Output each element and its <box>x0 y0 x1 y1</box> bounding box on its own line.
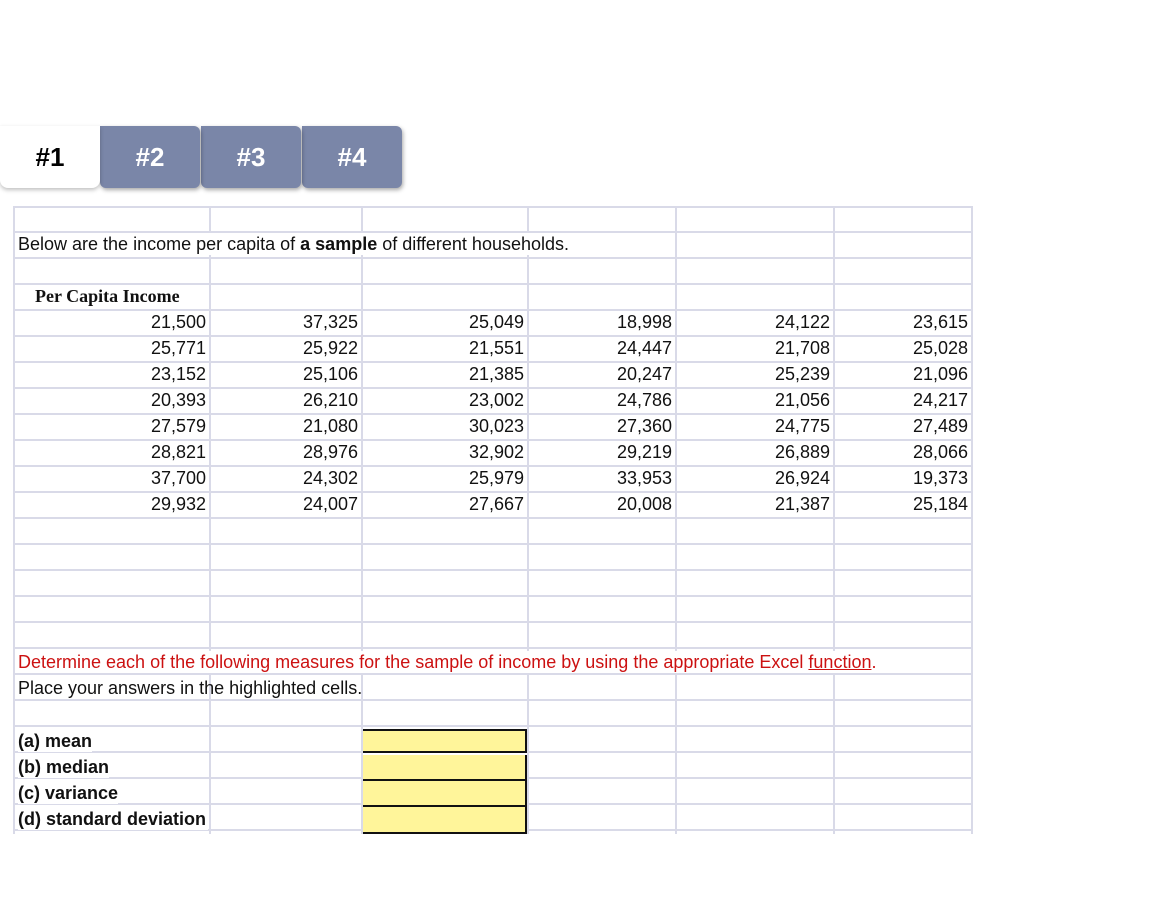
data-cell[interactable]: 37,325 <box>302 312 358 332</box>
data-cell[interactable]: 25,184 <box>912 494 968 514</box>
data-cell[interactable]: 24,302 <box>302 468 358 488</box>
data-cell[interactable]: 26,210 <box>302 390 358 410</box>
gridline <box>675 206 677 834</box>
data-cell[interactable]: 37,700 <box>150 468 206 488</box>
gridline <box>13 621 973 623</box>
data-cell[interactable]: 25,106 <box>302 364 358 384</box>
data-cell[interactable]: 21,385 <box>468 364 524 384</box>
data-cell[interactable]: 21,387 <box>774 494 830 514</box>
data-cell[interactable]: 27,667 <box>468 494 524 514</box>
data-cell[interactable]: 23,615 <box>912 312 968 332</box>
answer-cell-variance[interactable] <box>363 781 527 807</box>
intro-text-part: Below are the income per capita of <box>18 234 301 254</box>
data-cell[interactable]: 24,786 <box>616 390 672 410</box>
data-cell[interactable]: 21,080 <box>302 416 358 436</box>
gridline <box>13 257 973 259</box>
gridline <box>13 569 973 571</box>
tab-2[interactable]: #2 <box>100 126 200 188</box>
instruction-line-2: Place your answers in the highlighted cells. <box>18 678 363 698</box>
data-cell[interactable]: 26,924 <box>774 468 830 488</box>
data-cell[interactable]: 24,447 <box>616 338 672 358</box>
gridline <box>13 673 973 675</box>
data-cell[interactable]: 28,066 <box>912 442 968 462</box>
data-cell[interactable]: 29,219 <box>616 442 672 462</box>
data-cell[interactable]: 25,028 <box>912 338 968 358</box>
data-cell[interactable]: 23,152 <box>150 364 206 384</box>
data-cell[interactable]: 25,049 <box>468 312 524 332</box>
data-cell[interactable]: 20,393 <box>150 390 206 410</box>
gridline <box>13 543 973 545</box>
data-cell[interactable]: 20,247 <box>616 364 672 384</box>
data-cell[interactable]: 19,373 <box>912 468 968 488</box>
data-cell[interactable]: 24,007 <box>302 494 358 514</box>
gridline <box>13 699 973 701</box>
intro-text <box>18 233 571 255</box>
gridline <box>13 647 973 649</box>
data-cell[interactable]: 24,775 <box>774 416 830 436</box>
gridline <box>13 206 15 834</box>
gridline <box>13 595 973 597</box>
data-cell[interactable]: 25,771 <box>150 338 206 358</box>
column-header: Per Capita Income <box>35 286 180 306</box>
data-cell[interactable]: 27,489 <box>912 416 968 436</box>
intro-emphasis: a sample <box>300 234 378 254</box>
tab-4[interactable]: #4 <box>302 126 402 188</box>
data-cell[interactable]: 24,217 <box>912 390 968 410</box>
data-cell[interactable]: 27,579 <box>150 416 206 436</box>
spreadsheet-grid <box>13 206 973 834</box>
intro-text-part: of different households. <box>377 234 570 254</box>
data-cell[interactable]: 30,023 <box>468 416 524 436</box>
data-cell[interactable]: 28,976 <box>302 442 358 462</box>
data-cell[interactable]: 24,122 <box>774 312 830 332</box>
instruction-text: Determine each of the following measures for the sample of income by using the appropriate Excel <box>18 652 809 672</box>
data-cell[interactable]: 32,902 <box>468 442 524 462</box>
data-cell[interactable]: 18,998 <box>616 312 672 332</box>
measure-label-variance: (c) variance <box>18 783 119 803</box>
answer-cell-median[interactable] <box>363 755 527 781</box>
data-cell[interactable]: 28,821 <box>150 442 206 462</box>
data-cell[interactable]: 21,551 <box>468 338 524 358</box>
data-cell[interactable]: 20,008 <box>616 494 672 514</box>
data-cell[interactable]: 25,979 <box>468 468 524 488</box>
measure-label-median: (b) median <box>18 757 110 777</box>
data-cell[interactable]: 25,239 <box>774 364 830 384</box>
data-cell[interactable]: 27,360 <box>616 416 672 436</box>
gridline <box>527 206 529 834</box>
data-cell[interactable]: 29,932 <box>150 494 206 514</box>
sheet-tab-bar <box>0 126 410 190</box>
answer-cell-mean[interactable] <box>363 729 527 753</box>
answer-cell-standard-deviation[interactable] <box>363 807 527 834</box>
tab-1[interactable]: #1 <box>0 126 100 188</box>
data-cell[interactable]: 21,096 <box>912 364 968 384</box>
data-cell[interactable]: 26,889 <box>774 442 830 462</box>
gridline <box>833 206 835 834</box>
data-cell[interactable]: 21,056 <box>774 390 830 410</box>
data-cell[interactable]: 21,708 <box>774 338 830 358</box>
data-cell[interactable]: 25,922 <box>302 338 358 358</box>
instruction-line-1 <box>18 651 876 673</box>
gridline <box>971 206 973 834</box>
instruction-text: . <box>871 652 877 672</box>
gridline <box>209 206 211 834</box>
tab-3[interactable]: #3 <box>201 126 301 188</box>
measure-label-mean: (a) mean <box>18 731 93 751</box>
gridline <box>13 517 973 519</box>
data-cell[interactable]: 21,500 <box>150 312 206 332</box>
data-cell[interactable]: 23,002 <box>468 390 524 410</box>
function-link[interactable]: function <box>808 652 872 672</box>
measure-label-standard-deviation: (d) standard deviation <box>18 809 207 829</box>
data-cell[interactable]: 33,953 <box>616 468 672 488</box>
gridline <box>13 206 973 208</box>
gridline <box>13 725 973 727</box>
